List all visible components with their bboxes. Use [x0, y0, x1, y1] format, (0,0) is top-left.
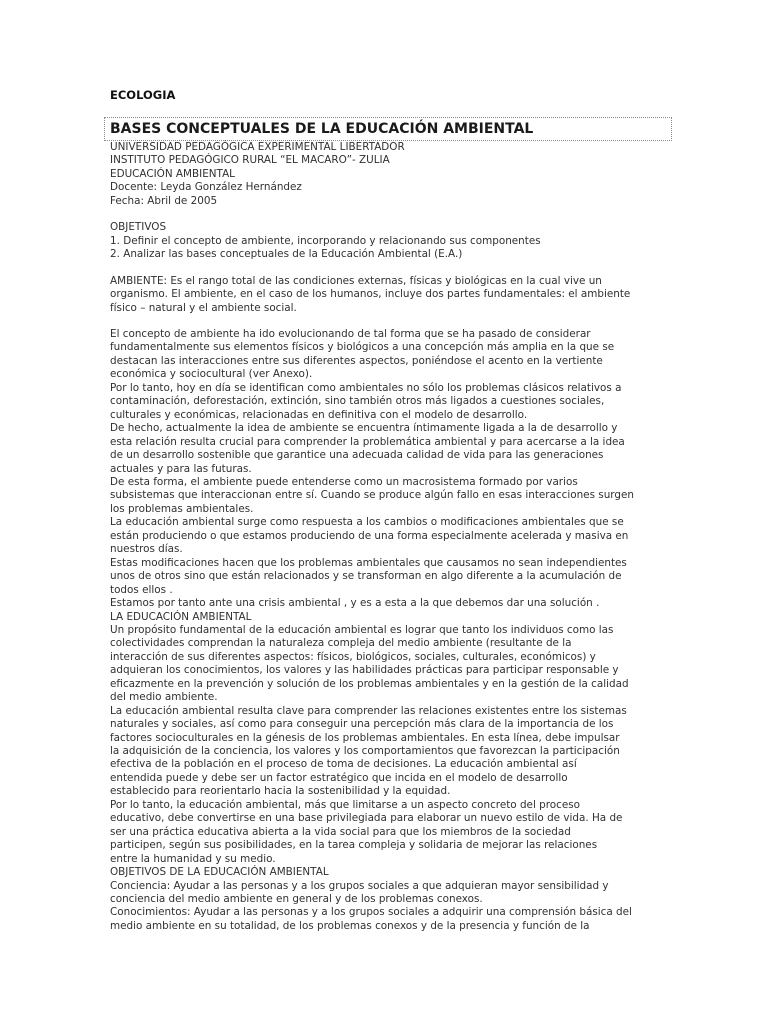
text-line: De hecho, actualmente la idea de ambiente se encuentra íntimamente ligada a la de desarrollo y	[110, 422, 618, 435]
text-line: establecido para reorientarlo hacia la sostenibilidad y la equidad.	[110, 785, 451, 798]
text-line: interacción de sus diferentes aspectos: físicos, biológicos, sociales, culturales, económicos) y	[110, 650, 596, 663]
section-heading: LA EDUCACIÓN AMBIENTAL	[110, 610, 252, 623]
title-box	[104, 117, 672, 141]
text-line: colectividades comprendan la naturaleza compleja del medio ambiente (resultante de la	[110, 637, 572, 650]
text-line: están produciendo o que estamos produciendo de una forma especialmente acelerada y masiva en	[110, 529, 629, 542]
text-line: entendida puede y debe ser un factor estratégico que incida en el modelo de desarrollo	[110, 771, 568, 784]
text-line: de un desarrollo sostenible que garantice una adecuada calidad de vida para las generaciones	[110, 449, 604, 462]
text-line: Estas modificaciones hacen que los problemas ambientales que causamos no sean independientes	[110, 556, 627, 569]
text-line: eficazmente en la prevención y solución de los problemas ambientales y en la gestión de la calidad	[110, 677, 629, 690]
text-line: educativo, debe convertirse en una base privilegiada para elaborar un nuevo estilo de vida. Ha de	[110, 812, 623, 825]
text-line: actuales y para las futuras.	[110, 462, 252, 475]
header-line: Docente: Leyda González Hernández	[110, 181, 302, 194]
text-line: destacan las interacciones entre sus diferentes aspectos, poniéndose el acento en la vertiente	[110, 354, 603, 367]
text-line: naturales y sociales, así como para conseguir una percepción más clara de la importancia de los	[110, 718, 614, 731]
text-line: medio ambiente en su totalidad, de los problemas conexos y de la presencia y función de la	[110, 919, 590, 932]
text-line: participen, según sus posibilidades, en la tarea compleja y solidaria de mejorar las relaciones	[110, 839, 598, 852]
text-line: físico – natural y el ambiente social.	[110, 301, 297, 314]
header-line: UNIVERSIDAD PEDAGÓGICA EXPERIMENTAL LIBERTADOR	[110, 141, 405, 153]
text-line: Por lo tanto, hoy en día se identifican como ambientales no sólo los problemas clásicos relativos a	[110, 381, 622, 394]
text-line: Conciencia: Ayudar a las personas y a los grupos sociales a que adquieran mayor sensibilidad y	[110, 879, 609, 892]
text-line: los problemas ambientales.	[110, 502, 254, 515]
text-line: la adquisición de la conciencia, los valores y los comportamientos que favorezcan la participación	[110, 745, 620, 758]
objective-item: 2. Analizar las bases conceptuales de la Educación Ambiental (E.A.)	[110, 248, 463, 261]
text-line: unos de otros sino que están relacionados y se transforman en algo diferente a la acumulación de	[110, 570, 622, 583]
text-line: adquieran los conocimientos, los valores y las habilidades prácticas para participar responsable y	[110, 664, 619, 677]
text-line: El concepto de ambiente ha ido evolucionando de tal forma que se ha pasado de considerar	[110, 327, 591, 340]
text-line: Por lo tanto, la educación ambiental, más que limitarse a un aspecto concreto del proceso	[110, 798, 581, 811]
ambiente-definition	[110, 275, 660, 315]
text-line: económica y sociocultural (ver Anexo).	[110, 368, 313, 381]
text-line: todos ellos .	[110, 583, 173, 596]
text-line: culturales y económicas, relacionadas en definitiva con el modelo de desarrollo.	[110, 408, 528, 421]
text-line: contaminación, deforestación, extinción, sino también otros más ligados a cuestiones sociales,	[110, 395, 605, 408]
text-line: Un propósito fundamental de la educación ambiental es lograr que tanto los individuos como las	[110, 623, 614, 636]
objectives-block	[110, 221, 660, 261]
header-line: Fecha: Abril de 2005	[110, 194, 218, 207]
section-heading: OBJETIVOS DE LA EDUCACIÓN AMBIENTAL	[110, 866, 329, 879]
spacer	[110, 208, 660, 221]
text-line: De esta forma, el ambiente puede entenderse como un macrosistema formado por varios	[110, 475, 578, 488]
text-line: ser una práctica educativa abierta a la vida social para que los miembros de la sociedad	[110, 825, 571, 838]
text-line: La educación ambiental resulta clave para comprender las relaciones existentes entre los sistemas	[110, 704, 627, 717]
text-line: entre la humanidad y su medio.	[110, 852, 276, 865]
text-line: esta relación resulta crucial para comprender la problemática ambiental y para acercarse a la idea	[110, 435, 625, 448]
document-body	[110, 141, 660, 933]
objectives-heading: OBJETIVOS	[110, 221, 167, 234]
text-line: AMBIENTE: Es el rango total de las condiciones externas, físicas y biológicas en la cual vive un	[110, 274, 602, 287]
spacer	[110, 315, 660, 328]
header-line: INSTITUTO PEDAGÓGICO RURAL “EL MACARO”- ZULIA	[110, 154, 390, 167]
header-block	[110, 141, 660, 208]
text-line: Estamos por tanto ante una crisis ambiental , y es a esta a la que debemos dar una solución .	[110, 597, 600, 610]
text-line: Conocimientos: Ayudar a las personas y a los grupos sociales a adquirir una comprensión básica del	[110, 906, 632, 919]
text-line: subsistemas que interaccionan entre sí. Cuando se produce algún fallo en esas interacciones surgen	[110, 489, 634, 502]
text-line: La educación ambiental surge como respuesta a los cambios o modificaciones ambientales que se	[110, 516, 624, 529]
text-line: organismo. El ambiente, en el caso de los humanos, incluye dos partes fundamentales: el ambiente	[110, 288, 631, 301]
objective-item: 1. Definir el concepto de ambiente, incorporando y relacionando sus componentes	[110, 234, 541, 247]
spacer	[110, 262, 660, 275]
text-line: del medio ambiente.	[110, 691, 218, 704]
text-line: factores socioculturales en la génesis de los problemas ambientales. En esta línea, debe impulsar	[110, 731, 620, 744]
text-line: nuestros días.	[110, 543, 183, 556]
text-line: conciencia del medio ambiente en general y de los problemas conexos.	[110, 893, 483, 906]
document-title: BASES CONCEPTUALES DE LA EDUCACIÓN AMBIENTAL	[110, 121, 534, 137]
text-line: efectiva de la población en el proceso de toma de decisiones. La educación ambiental así	[110, 758, 577, 771]
text-line: fundamentalmente sus elementos físicos y biológicos a una concepción más amplia en la que se	[110, 341, 615, 354]
header-line: EDUCACIÓN AMBIENTAL	[110, 167, 235, 180]
category-label: ECOLOGIA	[110, 88, 176, 102]
main-text	[110, 328, 660, 933]
